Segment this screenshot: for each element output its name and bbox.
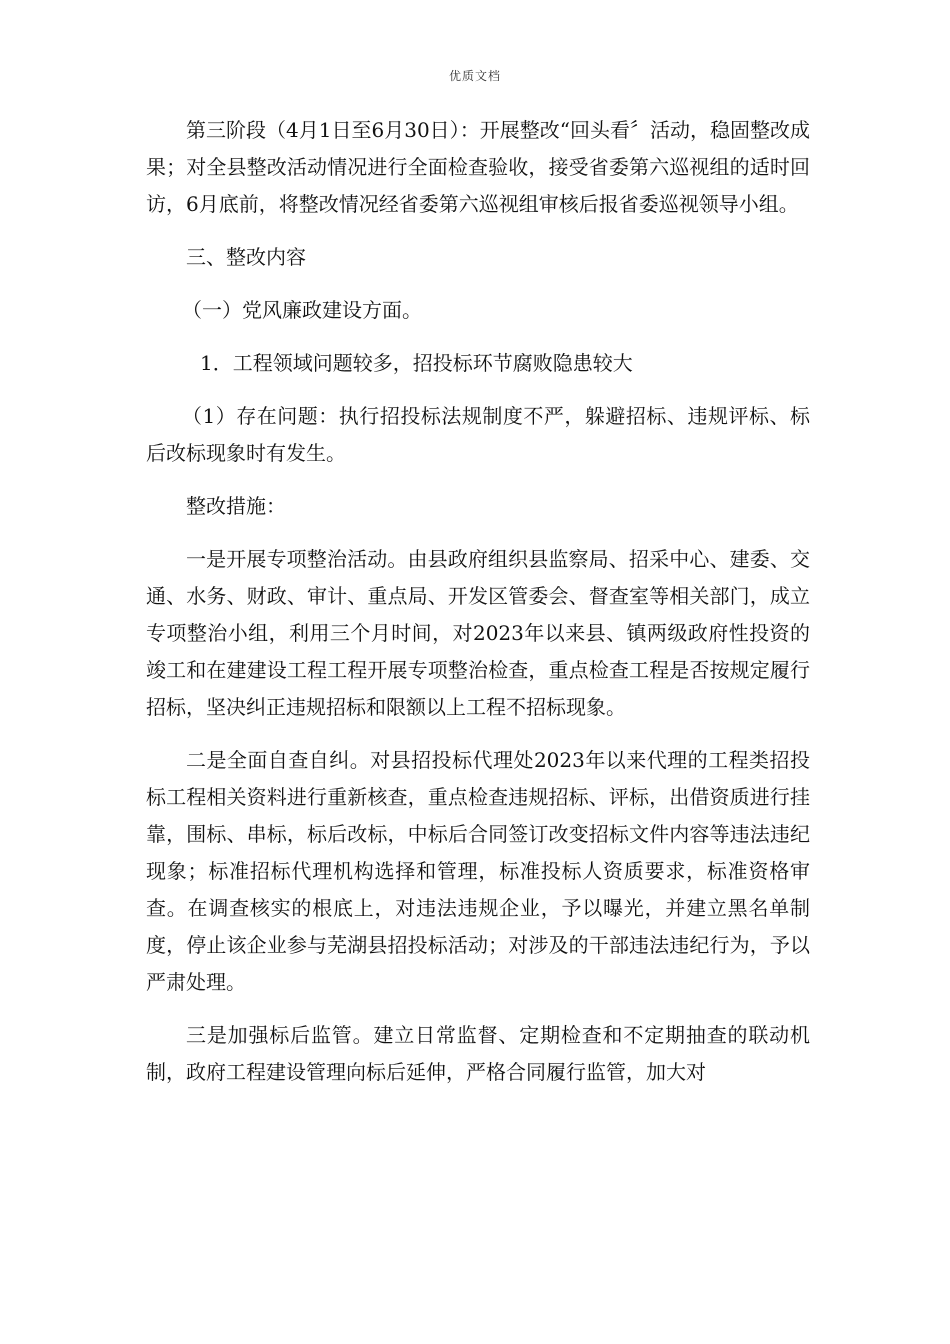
page-header: 优质文档 [448, 69, 501, 83]
paragraph-measure-one: 一是开展专项整治活动。由县政府组织县监察局、招采中心、建委、交通、水务、财政、审计、重点局、开发区管委会、督查室等相关部门，成立专项整治小组，利用三个月时间，对2023年以来县、镇两级政府性投资的竣工和在建建设工程工程开展专项整治检查，重点检查工程是否按规定履行招标，坚决纠正违规招标和限额以上工程不招标现象。 [146, 547, 810, 719]
section-heading-rectification-content: 三、整改内容 [186, 245, 306, 269]
document-body [146, 112, 810, 1107]
paragraph-existing-problem: （1）存在问题：执行招投标法规制度不严，躲避招标、违规评标、标后改标现象时有发生。 [146, 404, 810, 465]
paragraph-measure-two: 二是全面自查自纠。对县招投标代理处2023年以来代理的工程类招投标工程相关资料进行重新核查，重点检查违规招标、评标，出借资质进行挂靠，围标、串标，标后改标，中标后合同签订改变招标文件内容等违法违纪现象；标准招标代理机构选择和管理，标准投标人资质要求，标准资格审查。在调查核实的根底上，对违法违规企业，予以曝光，并建立黑名单制度，停止该企业参与芜湖县招投标活动；对涉及的干部违法违纪行为，予以严肃处理。 [146, 748, 810, 994]
label-rectification-measures: 整改措施： [186, 494, 286, 518]
item-heading-engineering-bidding: 1．工程领域问题较多，招投标环节腐败隐患较大 [200, 351, 633, 375]
paragraph-measure-three: 三是加强标后监管。建立日常监督、定期检查和不定期抽查的联动机制，政府工程建设管理向标后延伸，严格合同履行监管，加大对 [146, 1023, 810, 1084]
paragraph-stage-three: 第三阶段（4月1日至6月30日）：开展整改“回头看〞活动，稳固整改成果；对全县整改活动情况进行全面检查验收，接受省委第六巡视组的适时回访，6月底前，将整改情况经省委第六巡视组审核后报省委巡视领导小组。 [146, 118, 810, 216]
subsection-heading-party-conduct: （一）党风廉政建设方面。 [182, 298, 422, 322]
